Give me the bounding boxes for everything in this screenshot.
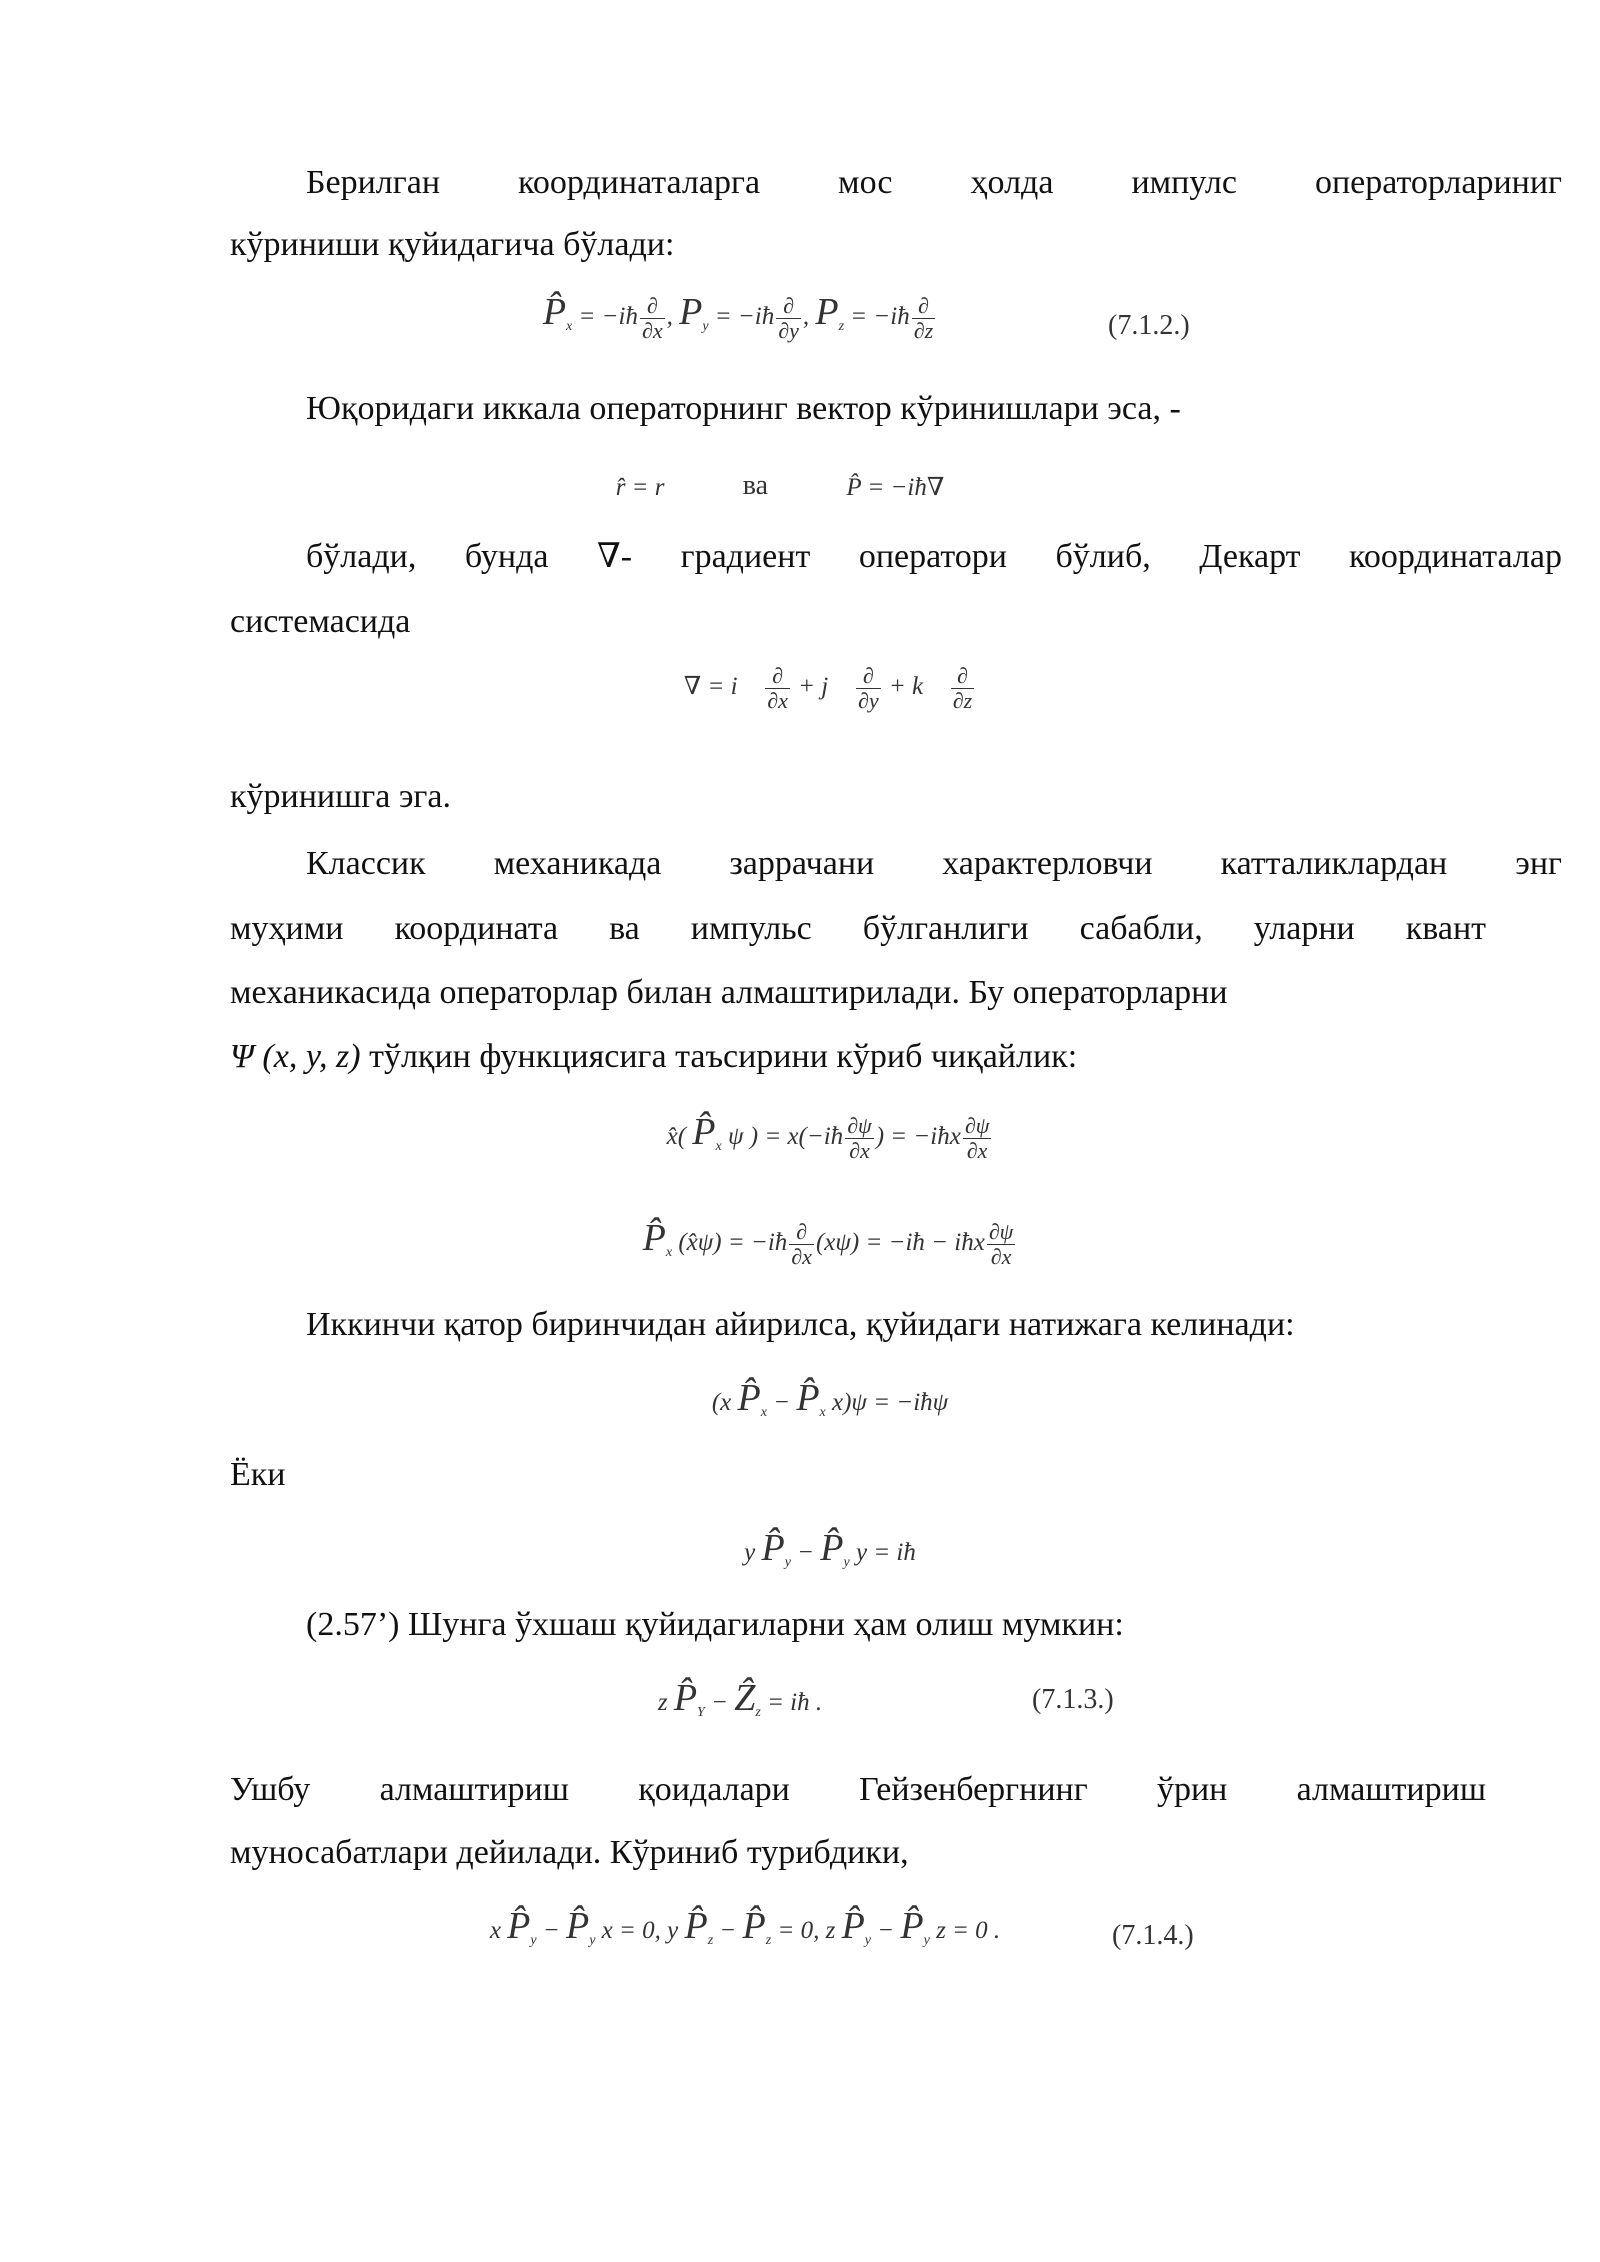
equation-momentum-components: $P̂_x$ = −iħ $\frac{\partial}{\partial x}$ , $P_y$ = −iħ $\frac{\partial}{\partial y}$ , $P_z$ = −iħ $\frac{\partial}{\partial z}$ (7.1.2.) xyxy=(0,292,1600,347)
equation-vector-operators: r̂ = r ва P̂ = −iħ∇ xyxy=(0,466,1600,508)
paragraph-9-line-2: муносабатлари дейилади. Кўриниб турибдики, xyxy=(230,1834,909,1871)
equation-number-7-1-3: (7.1.3.) xyxy=(1032,1684,1114,1715)
paragraph-4: кўринишга эга. xyxy=(230,778,451,815)
paragraph-5-line-4-text: тўлқин функциясига таъсирини кўриб чиқайлик: xyxy=(360,1038,1078,1075)
paragraph-3-line-1: бўлади, бунда ∇- градиент оператори бўлиб, Декарт координаталар xyxy=(306,538,1562,575)
equation-p-x-psi: $P̂_x$ (x̂ψ) = −iħ $\frac{\partial}{\partial x}$ (xψ) = −iħ − iħx $\frac{\partial\psi}{\partial x}$ xyxy=(642,1217,1014,1269)
wave-function-notation: Ψ (x, y, z) xyxy=(230,1038,361,1075)
paragraph-2: Юқоридаги иккала операторнинг вектор кўринишлари эса, - xyxy=(306,390,1181,427)
equation-x-p-psi: x̂( $P̂_x$ ψ ) = x(−iħ $\frac{\partial\psi}{\partial x}$ ) = −iħx $\frac{\partial\psi}{\partial x}$ xyxy=(666,1111,990,1163)
equation-commutator-x: (x $P̂_x$ − $P̂_x$ x)ψ = −iħψ xyxy=(711,1377,949,1420)
equation-number-7-1-4: (7.1.4.) xyxy=(1112,1920,1194,1951)
paragraph-5-line-3: механикасида операторлар билан алмаштирилади. Бу операторларни xyxy=(230,974,1228,1011)
paragraph-1-line-2: кўриниши қуйидагича бўлади: xyxy=(230,226,675,263)
va-word: ва xyxy=(742,470,769,501)
equation-commutators-zero: x $P̂_y$ − $P̂_y$ x = 0, y $P̂_z$ − $P̂_z = 0$, z $P̂_y$ − $P̂_y$ z = 0 . (7.1.4.) xyxy=(0,1906,1600,1961)
paragraph-5-line-4 xyxy=(230,1022,1486,1092)
paragraph-9-line-1: Ушбу алмаштириш қоидалари Гейзенбергнинг ўрин алмаштириш xyxy=(230,1771,1486,1808)
paragraph-6: Иккинчи қатор биринчидан айирилса, қуйидаги натижага келинади: xyxy=(306,1306,1295,1343)
equation-commutator-y: y $P̂_y$ − $P̂_y$ y = iħ xyxy=(744,1527,916,1570)
paragraph-3-line-2: системасида xyxy=(230,603,411,640)
equation-commutator-z: z $P̂_Y$ − Ẑ$_z$ = iħ . (7.1.3.) xyxy=(657,1677,1114,1720)
paragraph-5-line-1: Классик механикада заррачани характерловчи катталиклардан энг xyxy=(306,845,1562,882)
equation-number-7-1-2: (7.1.2.) xyxy=(1108,310,1190,341)
paragraph-1-line-1: Берилган координаталарга мос ҳолда импулс операторлариниг xyxy=(306,164,1562,201)
equation-nabla: ∇ = i⃗ $\frac{\partial}{\partial x}$ + j⃗ $\frac{\partial}{\partial y}$ + k⃗ $\frac{\partial}{\partial z}$ xyxy=(683,663,973,713)
paragraph-5-line-2: муҳими координата ва импульс бўлганлиги сабабли, уларни квант xyxy=(230,910,1486,947)
paragraph-7: Ёки xyxy=(230,1456,286,1493)
paragraph-8: (2.57’) Шунга ўхшаш қуйидагиларни ҳам олиш мумкин: xyxy=(306,1606,1124,1643)
